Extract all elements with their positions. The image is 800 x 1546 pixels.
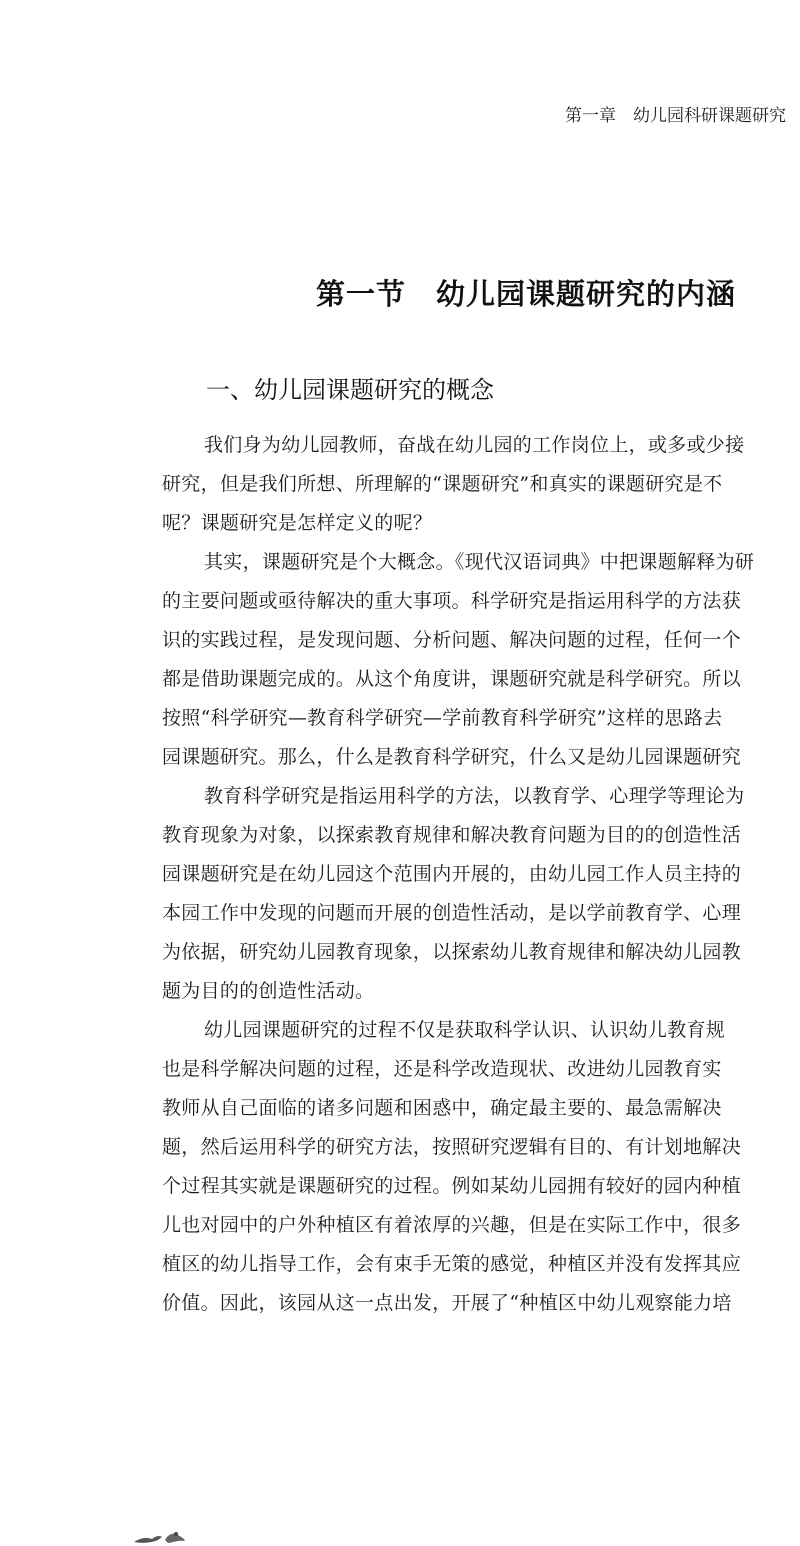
paragraph-line: 园课题研究是在幼儿园这个范围内开展的，由幼儿园工作人员主持的 xyxy=(162,863,742,885)
paragraph-line: 按照“科学研究—教育科学研究—学前教育科学研究”这样的思路去 xyxy=(162,707,723,729)
paragraph-line: 我们身为幼儿园教师，奋战在幼儿园的工作岗位上，或多或少接 xyxy=(204,434,745,456)
paragraph-line: 教师从自己面临的诸多问题和困惑中，确定最主要的、最急需解决 xyxy=(162,1097,722,1119)
paragraph-line: 园课题研究。那么，什么是教育科学研究，什么又是幼儿园课题研究 xyxy=(162,746,742,768)
paragraph-line: 儿也对园中的户外种植区有着浓厚的兴趣，但是在实际工作中，很多 xyxy=(162,1214,742,1236)
paragraph-line: 为依据，研究幼儿园教育现象，以探索幼儿教育规律和解决幼儿园教 xyxy=(162,941,742,963)
paragraph-line: 都是借助课题完成的。从这个角度讲，课题研究就是科学研究。所以 xyxy=(162,668,742,690)
paragraph-line: 题，然后运用科学的研究方法，按照研究逻辑有目的、有计划地解决 xyxy=(162,1136,742,1158)
paragraph-line: 教育现象为对象，以探索教育规律和解决教育问题为目的的创造性活 xyxy=(162,824,742,846)
paragraph-line: 研究，但是我们所想、所理解的“课题研究”和真实的课题研究是不 xyxy=(162,473,723,495)
running-head: 第一章 幼儿园科研课题研究 xyxy=(565,106,786,126)
paragraph-line: 的主要问题或亟待解决的重大事项。科学研究是指运用科学的方法获 xyxy=(162,590,742,612)
paragraph-line: 题为目的的创造性活动。 xyxy=(162,980,375,1002)
paragraph-line: 植区的幼儿指导工作，会有束手无策的感觉，种植区并没有发挥其应 xyxy=(162,1253,742,1275)
paragraph-line: 个过程其实就是课题研究的过程。例如某幼儿园拥有较好的园内种植 xyxy=(162,1175,742,1197)
paragraph-line: 价值。因此，该园从这一点出发，开展了“种植区中幼儿观察能力培 xyxy=(162,1292,732,1314)
section-title: 第一节 幼儿园课题研究的内涵 xyxy=(316,277,737,311)
paragraph-line: 识的实践过程，是发现问题、分析问题、解决问题的过程，任何一个 xyxy=(162,629,742,651)
paragraph-line: 也是科学解决问题的过程，还是科学改造现状、改进幼儿园教育实 xyxy=(162,1058,722,1080)
subsection-title: 一、幼儿园课题研究的概念 xyxy=(206,376,494,404)
ink-wash-bird-ornament-icon xyxy=(132,1528,186,1546)
paragraph-line: 其实，课题研究是个大概念。《现代汉语词典》中把课题解释为研 xyxy=(204,551,755,573)
paragraph-line: 教育科学研究是指运用科学的方法，以教育学、心理学等理论为 xyxy=(204,785,745,807)
paragraph-line: 呢？课题研究是怎样定义的呢？ xyxy=(162,512,433,534)
paragraph-line: 幼儿园课题研究的过程不仅是获取科学认识、认识幼儿教育规 xyxy=(204,1019,726,1041)
paragraph-line: 本园工作中发现的问题而开展的创造性活动，是以学前教育学、心理 xyxy=(162,902,742,924)
